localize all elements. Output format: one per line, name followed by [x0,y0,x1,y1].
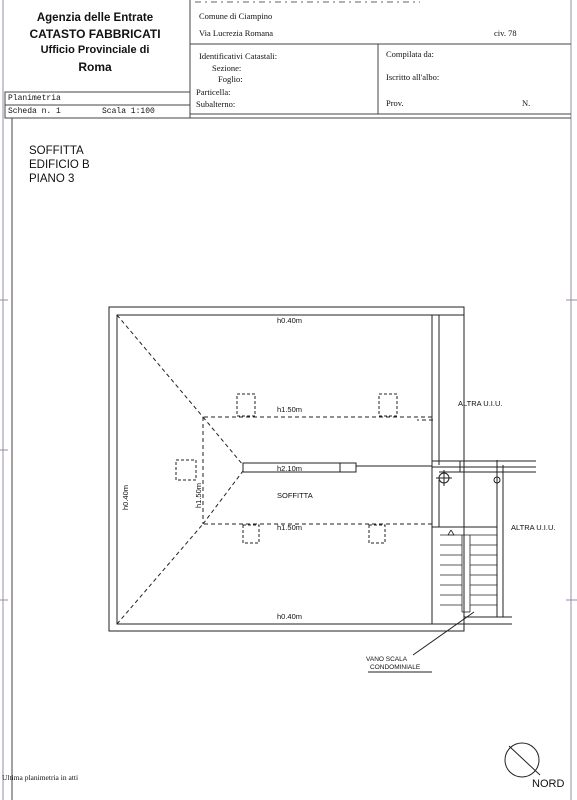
label-altra-uiu-1: ALTRA U.I.U. [458,399,503,408]
n-label: N. [522,98,531,108]
plan-title-line-1: SOFFITTA [29,145,84,157]
comune: Comune di Ciampino [199,11,273,21]
label-bottom-height: h0.40m [277,612,303,621]
agency-name: Agenzia delle Entrate [36,12,154,24]
iscritto-label: Iscritto all'albo: [386,72,440,82]
label-vano-scala-1: VANO SCALA [366,656,408,663]
compilata-label: Compilata da: [386,49,434,59]
particella-label: Particella: [196,87,231,97]
north-label: NORD [532,778,565,790]
catasto-title: CATASTO FABBRICATI [29,27,161,41]
label-lower-height: h1.50m [277,523,303,532]
sezione-label: Sezione: [212,63,242,73]
prov-label: Prov. [386,98,404,108]
office-name: Ufficio Provinciale di [40,44,150,56]
office-city: Roma [78,60,112,74]
scale-label: Scala 1:100 [102,107,155,116]
last-plan-note: Ultima planimetria in atti [2,773,79,782]
label-room: SOFFITTA [277,491,313,500]
label-vano-scala-2: CONDOMINIALE [370,664,421,671]
label-ridge-height: h2.10m [277,464,303,473]
label-inner-left-height: h1.50m [194,482,203,508]
outer-wall-inner [117,315,432,624]
label-upper-height: h1.50m [277,405,303,414]
label-top-height: h0.40m [277,316,303,325]
plan-title-line-2: EDIFICIO B [29,159,90,171]
address: Via Lucrezia Romana [199,28,274,38]
label-left-height: h0.40m [121,484,130,510]
subalterno-label: Subalterno: [196,99,236,109]
planimetria-label: Planimetria [8,94,61,103]
label-altra-uiu-2: ALTRA U.I.U. [511,523,556,532]
foglio-label: Foglio: [218,74,243,84]
civic-number: civ. 78 [494,28,517,38]
identificativi-label: Identificativi Catastali: [199,51,278,61]
scheda-label: Scheda n. 1 [8,107,61,116]
plan-title-line-3: PIANO 3 [29,173,75,185]
